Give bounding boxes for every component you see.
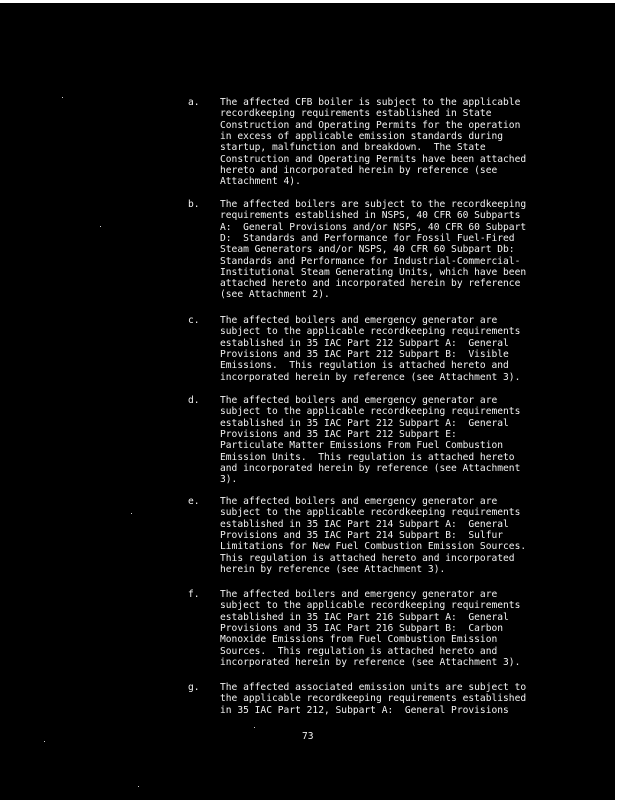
item-text-line: hereto and incorporated herein by reference (see bbox=[220, 164, 498, 176]
item-text-line: incorporated herein by reference (see Attachment 3). bbox=[220, 371, 521, 383]
item-text-line: in 35 IAC Part 212, Subpart A: General Provisions bbox=[220, 704, 509, 716]
item-text-line: attached hereto and incorporated herein by reference bbox=[220, 278, 521, 290]
item-text-line: The affected boilers and emergency generator are bbox=[220, 395, 498, 406]
item-text-line: A: General Provisions and/or NSPS, 40 CFR 60 Subpart bbox=[220, 221, 527, 233]
item-text-line: incorporated herein by reference (see Attachment 3). bbox=[220, 656, 521, 668]
item-text-line: Particulate Matter Emissions From Fuel Combustion bbox=[220, 440, 504, 452]
item-text-line: herein by reference (see Attachment 3). bbox=[220, 563, 446, 575]
item-text-line: The affected boilers and emergency generator are bbox=[220, 589, 498, 600]
item-text-line: Provisions and 35 IAC Part 212 Subpart E: bbox=[220, 428, 457, 440]
item-text-line: (see Attachment 2). bbox=[220, 289, 330, 301]
item-text-line: Provisions and 35 IAC Part 214 Subpart B: Sulfur bbox=[220, 529, 504, 541]
item-letter: a. bbox=[188, 97, 200, 108]
scan-edge-top bbox=[0, 0, 618, 3]
scan-speck bbox=[44, 741, 45, 742]
item-letter: g. bbox=[188, 682, 200, 693]
item-text-line: D: Standards and Performance for Fossil Fuel-Fired bbox=[220, 232, 515, 244]
item-text-line: This regulation is attached hereto and incorporated bbox=[220, 552, 515, 564]
item-text-line: Construction and Operating Permits have been attached bbox=[220, 153, 527, 165]
item-text-line: Standards and Performance for Industrial-Commercial- bbox=[220, 255, 521, 267]
item-text-line: Monoxide Emissions from Fuel Combustion Emission bbox=[220, 634, 498, 646]
item-letter: f. bbox=[188, 589, 200, 600]
item-text-line: subject to the applicable recordkeeping requirements bbox=[220, 507, 521, 519]
item-text-line: The affected boilers are subject to the recordkeeping bbox=[220, 199, 527, 210]
item-text-line: Emission Units. This regulation is attached hereto bbox=[220, 451, 515, 463]
item-text-line: The affected boilers and emergency generator are bbox=[220, 315, 498, 326]
item-letter: d. bbox=[188, 395, 200, 406]
item-text-line: Construction and Operating Permits for the operation bbox=[220, 119, 521, 131]
item-letter: b. bbox=[188, 199, 200, 210]
item-letter: c. bbox=[188, 315, 200, 326]
item-text-line: 3). bbox=[220, 474, 238, 486]
item-text-line: established in 35 IAC Part 216 Subpart A: General bbox=[220, 611, 509, 623]
item-text-line: the applicable recordkeeping requirements established bbox=[220, 693, 527, 705]
item-text-line: in excess of applicable emission standards during bbox=[220, 130, 504, 142]
item-text-line: Institutional Steam Generating Units, which have been bbox=[220, 266, 527, 278]
item-text-line: Provisions and 35 IAC Part 216 Subpart B: Carbon bbox=[220, 622, 504, 634]
item-text-line: Attachment 4). bbox=[220, 176, 301, 188]
scan-speck bbox=[62, 97, 63, 98]
item-text-line: subject to the applicable recordkeeping requirements bbox=[220, 600, 521, 612]
item-text-line: established in 35 IAC Part 212 Subpart A: General bbox=[220, 417, 509, 429]
page-number: 73 bbox=[302, 731, 314, 742]
item-text-line: established in 35 IAC Part 212 Subpart A: General bbox=[220, 337, 509, 349]
item-text-line: established in 35 IAC Part 214 Subpart A: General bbox=[220, 518, 509, 530]
item-text-line: Sources. This regulation is attached hereto and bbox=[220, 645, 498, 657]
item-text-line: Limitations for New Fuel Combustion Emission Sources. bbox=[220, 541, 527, 553]
scan-speck bbox=[254, 727, 255, 728]
scan-speck bbox=[138, 786, 139, 787]
item-text-line: startup, malfunction and breakdown. The State bbox=[220, 142, 486, 154]
item-letter: e. bbox=[188, 496, 200, 507]
scan-speck bbox=[131, 513, 132, 514]
item-text-line: Provisions and 35 IAC Part 212 Subpart B: Visible bbox=[220, 348, 509, 360]
item-text-line: and incorporated herein by reference (see Attachment bbox=[220, 462, 521, 474]
item-text-line: The affected CFB boiler is subject to the applicable bbox=[220, 97, 521, 108]
item-text-line: Steam Generators and/or NSPS, 40 CFR 60 Subpart Db: bbox=[220, 244, 515, 256]
item-text-line: requirements established in NSPS, 40 CFR 60 Subparts bbox=[220, 210, 521, 222]
item-text-line: subject to the applicable recordkeeping requirements bbox=[220, 406, 521, 418]
item-text-line: subject to the applicable recordkeeping requirements bbox=[220, 326, 521, 338]
item-text-line: Emissions. This regulation is attached hereto and bbox=[220, 360, 509, 372]
scan-speck bbox=[100, 226, 101, 227]
item-text-line: recordkeeping requirements established in State bbox=[220, 108, 492, 120]
item-text-line: The affected associated emission units are subject to bbox=[220, 682, 527, 693]
item-text-line: The affected boilers and emergency generator are bbox=[220, 496, 498, 507]
